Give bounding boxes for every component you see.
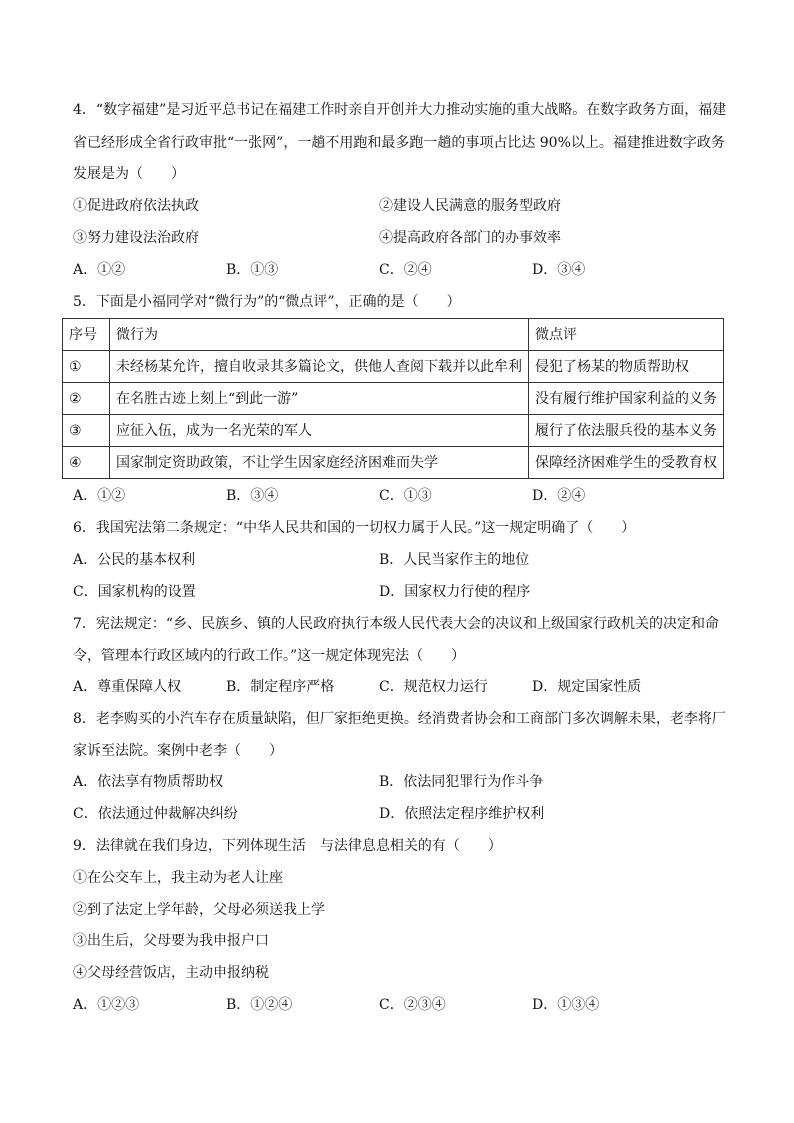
q4-statement-4: ④提高政府各部门的办事效率 (379, 230, 561, 246)
q8-stem-line-2: 家诉至法院。案例中老李（ ） (73, 743, 283, 759)
q5-option-b[interactable]: B．③④ (226, 488, 279, 504)
table-cell: ② (63, 383, 110, 415)
q7-stem-line-1: 7．宪法规定：“乡、民族乡、镇的人民政府执行本级人民代表大会的决议和上级国家行政机关的决定和命 (73, 616, 720, 632)
q7-option-c[interactable]: C．规范权力运行 (379, 679, 488, 695)
q7-stem-line-2: 令，管理本行政区域内的行政工作。”这一规定体现宪法（ ） (73, 648, 466, 664)
table-cell: 国家制定资助政策，不让学生因家庭经济困难而失学 (110, 447, 529, 479)
q9-option-d[interactable]: D．①③④ (532, 997, 600, 1013)
table-header-row (63, 319, 724, 351)
q5-table (62, 318, 724, 479)
table-cell: 保障经济困难学生的受教育权 (529, 447, 724, 479)
table-row (63, 351, 724, 383)
table-header-cell: 微行为 (110, 319, 529, 351)
q4-stem-line-3: 发展是为（ ） (73, 166, 185, 182)
table-cell: ④ (63, 447, 110, 479)
q5-option-c[interactable]: C．①③ (379, 488, 432, 504)
q9-statement-3: ③出生后，父母要为我申报户口 (73, 933, 269, 949)
q4-statement-2: ②建设人民满意的服务型政府 (379, 198, 561, 214)
q9-option-b[interactable]: B．①②④ (226, 997, 293, 1013)
q4-option-b[interactable]: B．①③ (226, 262, 279, 278)
q4-statement-1: ①促进政府依法执政 (73, 198, 199, 214)
q4-option-c[interactable]: C．②④ (379, 262, 432, 278)
q6-option-b[interactable]: B．人民当家作主的地位 (379, 552, 530, 568)
q4-statement-3: ③努力建设法治政府 (73, 230, 199, 246)
table-cell: ③ (63, 415, 110, 447)
q5-option-a[interactable]: A．①② (73, 488, 126, 504)
q4-stem-line-2: 省已经形成全省行政审批“一张网”，一趟不用跑和最多跑一趟的事项占比达 90%以上。福建推进数字政务 (73, 135, 725, 151)
table-row (63, 447, 724, 479)
table-header-cell: 序号 (63, 319, 110, 351)
table-cell: ① (63, 351, 110, 383)
q6-stem: 6．我国宪法第二条规定：“中华人民共和国的一切权力属于人民。”这一规定明确了（ ） (73, 520, 636, 536)
table-cell: 未经杨某允许，擅自收录其多篇论文，供他人查阅下载并以此牟利 (110, 351, 529, 383)
table-row (63, 415, 724, 447)
table-cell: 履行了依法服兵役的基本义务 (529, 415, 724, 447)
q8-option-a[interactable]: A．依法享有物质帮助权 (73, 774, 224, 790)
q8-stem-line-1: 8．老李购买的小汽车存在质量缺陷，但厂家拒绝更换。经消费者协会和工商部门多次调解未果，老李将厂 (73, 711, 726, 727)
q4-option-a[interactable]: A．①② (73, 262, 126, 278)
table-header-cell: 微点评 (529, 319, 724, 351)
q9-option-a[interactable]: A．①②③ (73, 997, 140, 1013)
q9-statement-2: ②到了法定上学年龄，父母必须送我上学 (73, 902, 325, 918)
table-cell: 应征入伍，成为一名光荣的军人 (110, 415, 529, 447)
q7-option-b[interactable]: B．制定程序严格 (226, 679, 335, 695)
q5-option-d[interactable]: D．②④ (532, 488, 586, 504)
table-cell: 没有履行维护国家利益的义务 (529, 383, 724, 415)
table-cell: 在名胜古迹上刻上“到此一游” (110, 383, 529, 415)
q9-statement-1: ①在公交车上，我主动为老人让座 (73, 870, 283, 886)
q4-option-d[interactable]: D．③④ (532, 262, 586, 278)
q7-option-a[interactable]: A．尊重保障人权 (73, 679, 182, 695)
table-row (63, 383, 724, 415)
table-cell: 侵犯了杨某的物质帮助权 (529, 351, 724, 383)
q5-stem: 5．下面是小福同学对“微行为”的“微点评”，正确的是（ ） (73, 294, 461, 310)
q4-stem-line-1: 4．“数字福建”是习近平总书记在福建工作时亲自开创并大力推动实施的重大战略。在数字政务方面，福建 (73, 102, 727, 118)
q6-option-c[interactable]: C．国家机构的设置 (73, 584, 196, 600)
q8-option-c[interactable]: C．依法通过仲裁解决纠纷 (73, 806, 238, 822)
q6-option-d[interactable]: D．国家权力行使的程序 (379, 584, 531, 600)
q6-option-a[interactable]: A．公民的基本权利 (73, 552, 196, 568)
q8-option-b[interactable]: B．依法同犯罪行为作斗争 (379, 774, 544, 790)
q9-stem: 9．法律就在我们身边，下列体现生活 与法律息息相关的有（ ） (73, 838, 502, 854)
q8-option-d[interactable]: D．依照法定程序维护权利 (379, 806, 545, 822)
q7-option-d[interactable]: D．规定国家性质 (532, 679, 642, 695)
q9-option-c[interactable]: C．②③④ (379, 997, 446, 1013)
q9-statement-4: ④父母经营饭店，主动申报纳税 (73, 965, 269, 981)
